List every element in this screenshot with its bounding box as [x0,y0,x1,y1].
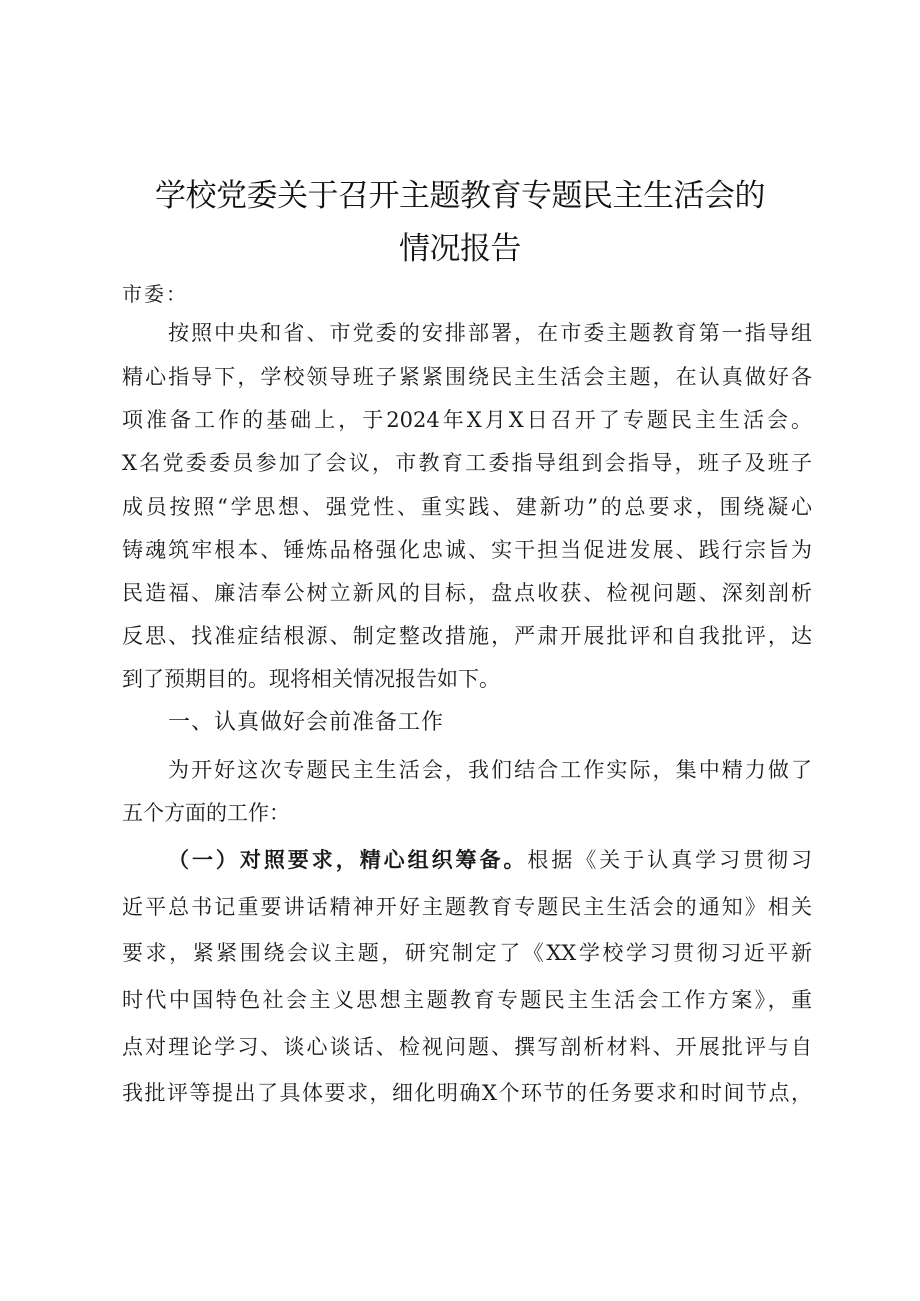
paragraph-3-line: 我批评等提出了具体要求，细化明确X个环节的任务要求和时间节点， [122,1081,812,1105]
salutation: 市委： [122,282,188,306]
paragraph-3-first-line [168,845,812,875]
paragraph-1-line: 铸魂筑牢根本、锤炼品格强化忠诚、实干担当促进发展、践行宗旨为 [122,538,812,562]
paragraph-1-line: X名党委委员参加了会议，市教育工委指导组到会指导，班子及班子 [122,451,812,475]
paragraph-1-line: 精心指导下，学校领导班子紧紧围绕民主生活会主题，在认真做好各 [122,365,812,389]
paragraph-2-line: 为开好这次专题民主生活会，我们结合工作实际，集中精力做了 [168,758,812,782]
paragraph-3-first-line-rest: 根据《关于认真学习贯彻习 [527,848,812,872]
paragraph-1-line: 反思、找准症结根源、制定整改措施，严肃开展批评和自我批评，达 [122,624,812,648]
paragraph-1-line: 到了预期目的。现将相关情况报告如下。 [122,667,500,691]
paragraph-3-line: 时代中国特色社会主义思想主题教育专题民主生活会工作方案》，重 [122,988,812,1012]
section-1-heading: 一、认真做好会前准备工作 [168,710,445,735]
paragraph-1-line: 成员按照“学思想、强党性、重实践、建新功”的总要求，围绕凝心 [122,495,812,519]
document-title-line-1: 学校党委关于召开主题教育专题民主生活会的 [155,178,765,214]
document-title-line-2: 情况报告 [399,231,521,267]
paragraph-3-line: 要求，紧紧围绕会议主题，研究制定了《XX学校学习贯彻习近平新 [122,941,812,965]
paragraph-3-bold-lead: （一）对照要求，精心组织筹备。 [168,848,528,872]
paragraph-1-line: 按照中央和省、市党委的安排部署，在市委主题教育第一指导组 [168,321,812,345]
paragraph-3-line: 近平总书记重要讲话精神开好主题教育专题民主生活会的通知》相关 [122,895,812,919]
paragraph-2-line: 五个方面的工作： [122,801,290,825]
paragraph-1-line: 项准备工作的基础上，于2024年X月X日召开了专题民主生活会。 [122,408,812,432]
paragraph-3-line: 点对理论学习、谈心谈话、检视问题、撰写剖析材料、开展批评与自 [122,1035,812,1059]
paragraph-1-line: 民造福、廉洁奉公树立新风的目标，盘点收获、检视问题、深刻剖析 [122,581,812,605]
